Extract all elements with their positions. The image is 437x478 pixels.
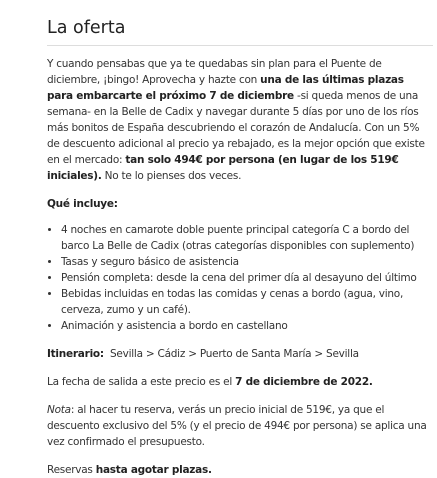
itinerary-label: Itinerario:: [47, 348, 104, 360]
title-divider: [47, 45, 433, 46]
intro-text-3: No te lo pienses dos veces.: [101, 170, 242, 182]
intro-text-1: Y cuando pensabas que ya te quedabas sin plan para el Puente de diciembre, ¡bingo! Aprovecha y hazte con: [47, 58, 382, 86]
note-text: : al hacer tu reserva, verás un precio inicial de 519€, ya que el descuento exclusivo del 5% (y el precio de 494€ por persona) se aplica una vez confirmado el presupuesto.: [47, 404, 427, 448]
offer-article: [47, 0, 433, 478]
list-item: • Animación y asistencia a bordo en castellano: [61, 318, 433, 334]
section-title: La oferta: [47, 18, 126, 38]
list-item: • Pensión completa: desde la cena del primer día al desayuno del último: [61, 270, 433, 286]
intro-paragraph: [47, 56, 433, 184]
intro-highlight-date: una de las últimas plazas para embarcarte el próximo 7 de diciembre: [47, 74, 404, 102]
departure-date: 7 de diciembre de 2022.: [235, 376, 373, 388]
note-label: Nota: [47, 404, 71, 416]
intro-text-2: -si queda menos de una semana- en la Belle de Cadix y navegar durante 5 días por uno de los ríos más bonitos de España descubriendo el corazón de Andalucía. Con un 5% de descuento adicional al precio ya rebajado, es la mejor opción que existe en el mercado:: [47, 90, 425, 166]
list-item: • Bebidas incluidas en todas las comidas y cenas a bordo (agua, vino, cerveza, zumo y un café).: [61, 286, 433, 318]
booking-highlight: hasta agotar plazas.: [95, 464, 212, 476]
itinerary-route: Sevilla > Cádiz > Puerto de Santa María > Sevilla: [103, 348, 359, 360]
list-item: • 4 noches en camarote doble puente principal categoría C a bordo del barco La Belle de Cadix (otras categorías disponibles con suplemento): [61, 222, 433, 254]
itinerary-line: [47, 346, 433, 362]
list-item: • Tasas y seguro básico de asistencia: [61, 254, 433, 270]
includes-list: [47, 222, 433, 334]
booking-line: Reservas hasta agotar plazas.: [47, 464, 212, 476]
includes-heading: Qué incluye:: [47, 198, 118, 210]
intro-highlight-price: tan solo 494€ por persona (en lugar de los 519€ iniciales).: [47, 154, 399, 182]
note-paragraph: [47, 402, 433, 450]
departure-line: La fecha de salida a este precio es el 7 de diciembre de 2022.: [47, 376, 373, 388]
